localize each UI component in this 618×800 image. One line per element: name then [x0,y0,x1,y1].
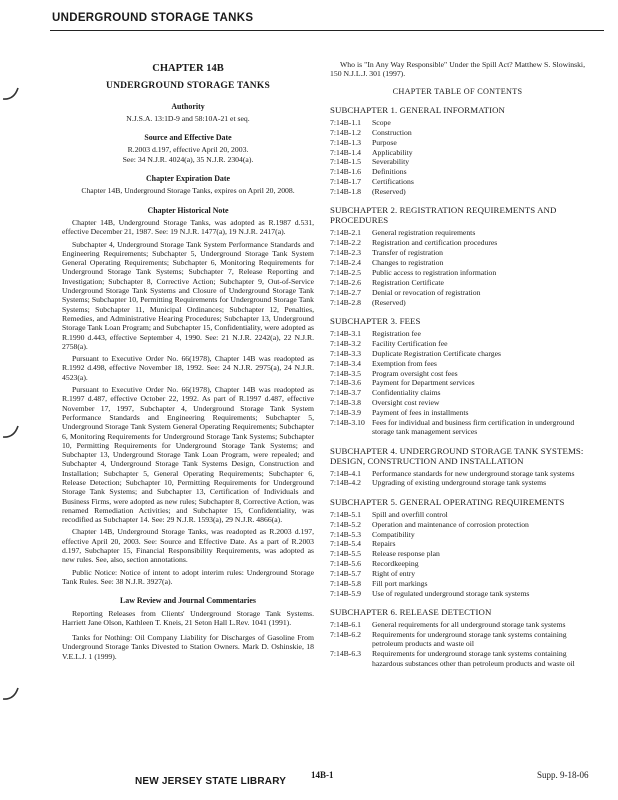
section-number: 7:14B-5.2 [330,519,361,529]
section-title: Fees for individual and business firm certification in underground storage tank management services [372,417,575,437]
toc-entry [330,258,585,267]
section-title: Right of entry [372,569,416,579]
table-of-contents-heading: CHAPTER TABLE OF CONTENTS [392,86,523,96]
subchapter-heading: SUBCHAPTER 6. RELEASE DETECTION [330,607,492,618]
section-number: 7:14B-5.3 [330,529,361,539]
historical-paragraph-5: Chapter 14B, Underground Storage Tanks, was readopted as R.2003 d.197, effective April 20, 2003. See: Source and Effective Date. As a part of R.2003 d.197, Subchapter 15, Financial Responsibility Requirements, was adopted as new rules. See, also, section annotations. [62,527,314,565]
section-number: 7:14B-3.8 [330,398,361,408]
toc-entry [330,349,585,358]
table-of-contents [330,105,585,668]
section-number: 7:14B-1.7 [330,177,361,187]
section-title: Construction [372,127,412,137]
toc-entry [330,510,585,519]
toc-entry [330,329,585,338]
toc-entry [330,388,585,397]
toc-entry [330,549,585,558]
section-number: 7:14B-5.5 [330,549,361,559]
toc-entry [330,138,585,147]
section-title: Registration Certificate [372,277,444,287]
historical-paragraph-2: Subchapter 4, Underground Storage Tank System Performance Standards and Engineering Requirements; Subchapter 5, Underground Storage Tank System General Operating Requirements; Subchapter 6, Monitoring Requirements for Underground Storage Tank Systems; Subchapter 7, Release Reporting and Investigation; Subchapter 8, Corrective Action; Subchapter 9, Out-of-Service Underground Storage Tank Systems and Closure of Underground Storage Tank Systems; Subchapter 10, Permitting Requirements for Underground Storage Tank Systems; Subchapter 11, Municipal Ordinances; Subchapter 12, Penalties, Remedies, and Administrative Hearing Procedures; Subchapter 13, Underground Storage Tank Loan Program; and Subchapter 15, Confidentiality, were adopted as R.1990 d.443, effective September 4, 1990. See: 21 N.J.R. 2242(a), 22 N.J.R. 2758(a). [62,239,314,351]
section-number: 7:14B-3.4 [330,358,361,368]
section-number: 7:14B-2.3 [330,248,361,258]
toc-entry [330,128,585,137]
section-number: 7:14B-3.7 [330,388,361,398]
section-number: 7:14B-6.3 [330,649,361,659]
binder-hole-mark-top [0,84,22,102]
section-title: Requirements for underground storage tank systems containing hazardous substances other than petroleum products and waste oil [372,649,575,668]
supplement-date: Supp. 9-18-06 [537,770,589,780]
subchapter-heading: SUBCHAPTER 2. REGISTRATION REQUIREMENTS AND PROCEDURES [330,205,557,226]
section-title: Scope [372,117,391,127]
section-title: Spill and overfill control [372,509,448,519]
toc-entry [330,288,585,297]
toc-entry [330,359,585,368]
section-title: Denial or revocation of registration [372,287,481,297]
subchapter-section-list [330,228,585,307]
binder-hole-mark-bottom [0,684,22,702]
section-number: 7:14B-4.2 [330,478,361,488]
section-title: Changes to registration [372,258,444,268]
section-title: Severability [372,157,410,167]
section-number: 7:14B-3.10 [330,417,365,427]
library-stamp: NEW JERSEY STATE LIBRARY [135,776,287,787]
section-title: Requirements for underground storage tank systems containing petroleum products and waste oil [372,630,567,649]
historical-paragraph-6: Public Notice: Notice of intent to adopt interim rules: Underground Storage Tank Rules. See: 38 N.J.R. 3927(a). [62,567,314,586]
section-title: Payment for Department services [372,378,475,388]
section-title: Registration and certification procedures [372,238,498,248]
section-number: 7:14B-4.1 [330,468,361,478]
authority-heading: Authority [171,101,205,111]
toc-entry [330,620,585,629]
section-number: 7:14B-2.1 [330,228,361,238]
toc-entry [330,278,585,287]
section-title: Definitions [372,167,407,177]
subchapter-heading: SUBCHAPTER 5. GENERAL OPERATING REQUIREMENTS [330,496,565,507]
section-title: Facility Certification fee [372,338,448,348]
toc-entry [330,228,585,237]
page-number: 14B-1 [311,770,334,780]
section-title: Program oversight cost fees [372,368,458,378]
subchapter-heading: SUBCHAPTER 3. FEES [330,315,421,326]
section-title: Repairs [372,539,396,549]
source-line-2: See: 34 N.J.R. 4024(a), 35 N.J.R. 2304(a). [122,154,254,164]
toc-entry [330,520,585,529]
toc-entry [330,589,585,598]
section-title: Exemption from fees [372,358,437,368]
section-title: Applicability [372,147,413,157]
section-number: 7:14B-3.3 [330,348,361,358]
section-title: Duplicate Registration Certificate charges [372,348,502,358]
section-number: 7:14B-2.6 [330,277,361,287]
toc-entry [330,177,585,186]
section-title: Recordkeeping [372,559,419,569]
section-number: 7:14B-5.8 [330,578,361,588]
subchapter-heading: SUBCHAPTER 1. GENERAL INFORMATION [330,104,506,115]
toc-entry [330,478,585,487]
toc-entry [330,339,585,348]
subchapter-section-list [330,510,585,598]
section-number: 7:14B-1.4 [330,147,361,157]
toc-entry [330,148,585,157]
subchapter-section-list [330,620,585,668]
historical-paragraph-1: Chapter 14B, Underground Storage Tanks, was adopted as R.1987 d.531, effective December 21, 1987. See: 19 N.J.R. 1477(a), 19 N.J.R. 2417(a). [62,217,314,237]
historical-paragraph-3: Pursuant to Executive Order No. 66(1978), Chapter 14B was readopted as R.1992 d.498, effective November 18, 1992. See: 24 N.J.R. 2975(a), 24 N.J.R. 4523(a). [62,354,314,382]
right-column [330,60,585,668]
historical-note-heading: Chapter Historical Note [147,205,229,215]
header-rule [50,30,604,31]
expiration-heading: Chapter Expiration Date [145,174,231,184]
section-number: 7:14B-6.2 [330,630,361,640]
section-title: Oversight cost review [372,398,440,408]
section-title: Upgrading of existing underground storage tank systems [372,478,547,488]
subchapter-section-list [330,329,585,437]
section-number: 7:14B-3.6 [330,378,361,388]
toc-entry [330,579,585,588]
toc-entry [330,238,585,247]
section-number: 7:14B-1.6 [330,167,361,177]
section-title: Registration fee [372,328,421,338]
left-column [62,60,314,661]
toc-entry [330,369,585,378]
chapter-number: CHAPTER 14B [152,63,224,74]
section-number: 7:14B-2.8 [330,297,361,307]
toc-entry [330,408,585,417]
toc-entry [330,378,585,387]
binder-hole-mark-middle [0,422,22,440]
section-number: 7:14B-1.1 [330,117,361,127]
law-review-entry-3: Who is "In Any Way Responsible" Under the Spill Act? Matthew S. Slowinski, 150 N.J.L.J. 301 (1997). [330,60,585,79]
toc-entry [330,559,585,568]
toc-entry [330,630,585,649]
subchapter-section-list [330,118,585,197]
section-number: 7:14B-1.2 [330,127,361,137]
toc-entry [330,530,585,539]
section-number: 7:14B-2.4 [330,258,361,268]
toc-entry [330,539,585,548]
section-title: Release response plan [372,549,440,559]
section-title: Confidentiality claims [372,388,441,398]
section-number: 7:14B-1.8 [330,187,361,197]
section-number: 7:14B-1.5 [330,157,361,167]
section-title: (Reserved) [372,297,406,307]
section-title: Certifications [372,177,414,187]
historical-paragraph-4: Pursuant to Executive Order No. 66(1978), Chapter 14B was readopted as R.1997 d.487, effective October 22, 1992. As part of R.1997 d.487, effective November 17, 1997, Subchapter 4, Underground Storage Tank System Performance Standards and Engineering Requirements; Subchapter 5, Underground Storage Tank System General Operating Requirements; Subchapter 6, Monitoring Requirements for Underground Storage Tank Systems; Subchapter 10, Permitting Requirements for Underground Storage Tank Systems; and Subchapter 13, Underground Storage Tank Loan Program, were repealed; and Subchapter 4, Underground Storage Tank Systems Design, Construction and Installation; Subchapter 5, General Operating Requirements; Subchapter 6, Release Detection; Subchapter 10, Permitting Requirements for Underground Storage Tank Systems; and Subchapter 13, Certification of Individuals and Business Firms, were adopted as new rules; Subchapter 8, Corrective Action, was renamed Remediation Activities; and Subchapter 15, Confidentiality, was recodified as Subchapter 14. See: 29 N.J.R. 1593(a), 29 N.J.R. 4866(a). [62,385,314,525]
section-number: 7:14B-5.1 [330,509,361,519]
section-title: Compatibility [372,529,415,539]
toc-entry [330,268,585,277]
section-number: 7:14B-5.4 [330,539,361,549]
section-title: Fill port markings [372,578,428,588]
section-title: General requirements for all underground storage tank systems [372,620,566,630]
source-heading: Source and Effective Date [144,133,232,143]
section-number: 7:14B-3.9 [330,408,361,418]
section-number: 7:14B-3.2 [330,338,361,348]
toc-entry [330,569,585,578]
section-number: 7:14B-3.5 [330,368,361,378]
toc-entry [330,118,585,127]
source-line-1: R.2003 d.197, effective April 20, 2003. [127,145,249,155]
section-title: Public access to registration information [372,267,497,277]
law-review-entry-2: Tanks for Nothing: Oil Company Liability for Discharges of Gasoline From Underground Storage Tanks Divested to Station Owners. Mark D. Oshinskie, 18 V.E.L.J. 1 (1999). [62,633,314,661]
toc-entry [330,418,585,437]
running-header: UNDERGROUND STORAGE TANKS [52,12,254,24]
section-title: Payment of fees in installments [372,408,469,418]
section-number: 7:14B-5.9 [330,588,361,598]
section-title: (Reserved) [372,187,406,197]
section-title: Purpose [372,137,397,147]
section-number: 7:14B-2.2 [330,238,361,248]
section-title: Operation and maintenance of corrosion protection [372,519,529,529]
toc-entry [330,167,585,176]
section-number: 7:14B-5.7 [330,569,361,579]
section-title: Performance standards for new underground storage tank systems [372,468,575,478]
law-review-entry-1: Reporting Releases from Clients' Underground Storage Tank Systems. Harriett Jane Olson, Kathleen T. Kneis, 21 Seton Hall L.Rev. 1041 (1991). [62,608,314,627]
section-number: 7:14B-6.1 [330,620,361,630]
subchapter-section-list [330,469,585,488]
law-review-heading: Law Review and Journal Commentaries [120,596,256,606]
section-number: 7:14B-5.6 [330,559,361,569]
section-number: 7:14B-1.3 [330,137,361,147]
authority-text: N.J.S.A. 13:1D-9 and 58:10A-21 et seq. [126,113,250,123]
chapter-title: UNDERGROUND STORAGE TANKS [106,81,270,92]
section-title: General registration requirements [372,228,476,238]
expiration-text: Chapter 14B, Underground Storage Tanks, expires on April 20, 2008. [81,186,295,196]
toc-entry [330,248,585,257]
section-title: Use of regulated underground storage tank systems [372,588,530,598]
toc-entry [330,298,585,307]
toc-entry [330,649,585,668]
section-title: Transfer of registration [372,248,444,258]
toc-entry [330,398,585,407]
section-number: 7:14B-2.7 [330,287,361,297]
toc-entry [330,157,585,166]
section-number: 7:14B-3.1 [330,328,361,338]
section-number: 7:14B-2.5 [330,267,361,277]
toc-entry [330,187,585,196]
subchapter-heading: SUBCHAPTER 4. UNDERGROUND STORAGE TANK SYSTEMS: DESIGN, CONSTRUCTION AND INSTALLATION [330,445,584,466]
toc-entry [330,469,585,478]
